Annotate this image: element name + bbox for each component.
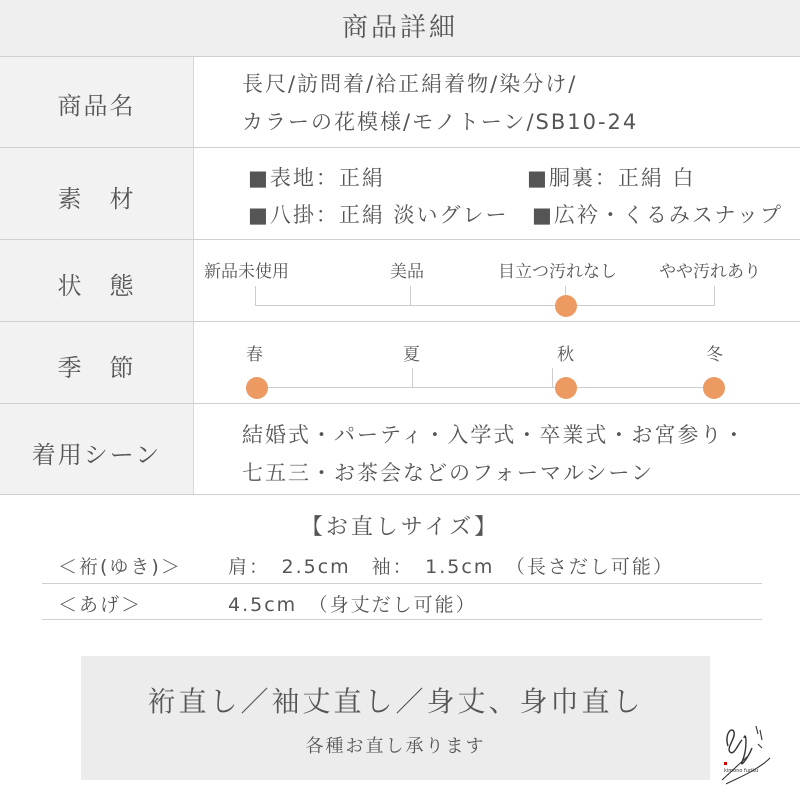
- condition-tick: [255, 286, 256, 306]
- row-divider: [0, 239, 800, 240]
- product-name-line1: 長尺/訪問着/袷正絹着物/染分け/: [242, 72, 578, 96]
- season-label: 季 節: [57, 354, 136, 382]
- condition-tick: [410, 286, 411, 306]
- banner-main-text: 裄直し／袖丈直し／身丈、身巾直し: [147, 685, 644, 718]
- page-title: 商品詳細: [341, 13, 458, 43]
- banner-sub-text: 各種お直し承ります: [305, 736, 486, 757]
- material-outer: ■表地：正絹: [248, 166, 385, 190]
- alteration-age-name: ＜あげ＞: [58, 594, 143, 616]
- material-label: 素 材: [57, 185, 136, 213]
- season-summer: 夏: [403, 345, 420, 365]
- row-divider: [0, 494, 800, 495]
- season-tick: [552, 368, 553, 388]
- alteration-title: 【お直しサイズ】: [300, 515, 500, 540]
- scene-line1: 結婚式・パーティ・入学式・卒業式・お宮参り・: [242, 423, 747, 447]
- product-name-label: 商品名: [57, 92, 136, 120]
- condition-option-excellent: 美品: [390, 262, 424, 282]
- calligraphy-logo-icon: [718, 718, 782, 786]
- alteration-divider: [42, 619, 762, 620]
- season-marker-spring: [246, 377, 268, 399]
- row-divider: [0, 147, 800, 148]
- season-tick: [412, 368, 413, 388]
- row-divider: [0, 403, 800, 404]
- season-spring: 春: [246, 345, 263, 365]
- scene-label: 着用シーン: [31, 441, 162, 469]
- svg-text:kimono furiku: kimono furiku: [724, 768, 759, 774]
- season-marker-autumn: [555, 377, 577, 399]
- season-winter: 冬: [706, 345, 723, 365]
- condition-label: 状 態: [57, 272, 136, 300]
- material-collar: ■広衿・くるみスナップ: [532, 203, 784, 227]
- alteration-yuki-value: 肩： 2.5cm 袖： 1.5cm （長さだし可能）: [228, 556, 674, 578]
- alteration-yuki-name: ＜裄(ゆき)＞: [58, 556, 182, 578]
- alteration-divider: [42, 583, 762, 584]
- season-marker-winter: [703, 377, 725, 399]
- alteration-age-value: 4.5cm （身丈だし可能）: [228, 594, 477, 616]
- season-autumn: 秋: [557, 345, 574, 365]
- condition-selected-marker: [555, 295, 577, 317]
- material-hakke: ■八掛：正絹 淡いグレー: [248, 203, 509, 227]
- condition-option-no-stains: 目立つ汚れなし: [498, 262, 617, 282]
- condition-tick: [714, 286, 715, 306]
- scene-line2: 七五三・お茶会などのフォーマルシーン: [242, 461, 655, 485]
- condition-scale-line: [255, 305, 714, 306]
- condition-option-new: 新品未使用: [204, 262, 289, 282]
- row-divider: [0, 321, 800, 322]
- product-name-line2: カラーの花模様/モノトーン/SB10-24: [242, 110, 639, 134]
- material-lining: ■胴裏：正絹 白: [527, 166, 696, 190]
- condition-option-slight-stains: やや汚れあり: [659, 262, 761, 282]
- row-divider: [0, 56, 800, 57]
- column-divider: [193, 57, 194, 494]
- season-scale-line: [255, 387, 714, 388]
